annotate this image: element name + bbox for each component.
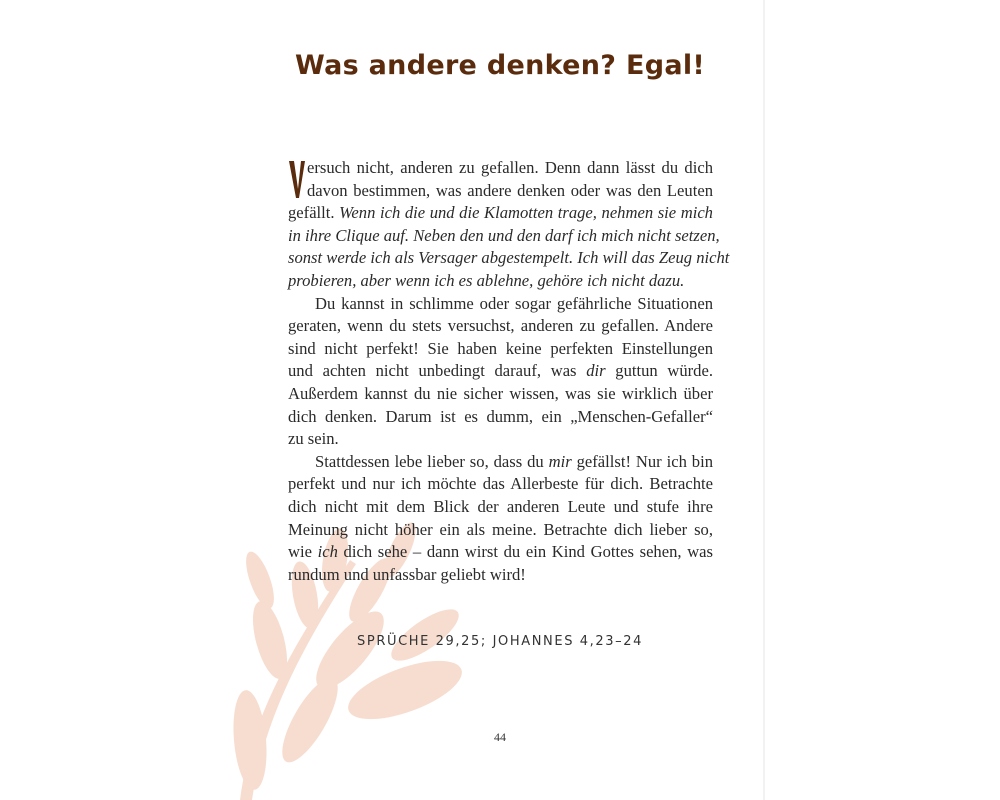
- text-line: [288, 225, 720, 248]
- text: dich denken. Darum ist es dumm, ein „Menschen-Gefaller“: [288, 406, 713, 426]
- italic-text: in ihre Clique auf. Neben den und den darf ich mich nicht setzen,: [288, 225, 720, 245]
- text: geraten, wenn du stets versuchst, anderen zu gefallen. Andere: [288, 316, 713, 336]
- text: perfekt und nur ich möchte das Allerbeste für dich. Betrachte: [288, 474, 713, 494]
- text-line: [288, 157, 713, 180]
- italic-text: mir: [548, 451, 572, 471]
- text: gefällst! Nur ich bin: [571, 451, 713, 471]
- text-line: [288, 496, 713, 519]
- text-line: [288, 383, 713, 406]
- text-line: [288, 338, 713, 361]
- body-text: [288, 157, 730, 586]
- text-line: [288, 541, 713, 564]
- text: guttun würde.: [605, 361, 713, 381]
- text-line: [288, 247, 730, 270]
- text-line: [288, 315, 713, 338]
- text: Du kannst in schlimme oder sogar gefährliche Situationen: [315, 293, 713, 313]
- text: wie: [288, 542, 318, 562]
- italic-text: Wenn ich die und die Klamotten trage, nehmen sie mich: [339, 203, 713, 223]
- text: dich sehe – dann wirst du ein Kind Gottes sehen, was: [337, 542, 714, 562]
- text: Außerdem kannst du nie sicher wissen, was sie wirklich über: [288, 383, 713, 403]
- italic-text: probieren, aber wenn ich es ablehne, gehöre ich nicht dazu.: [288, 270, 685, 290]
- text: sind nicht perfekt! Sie haben keine perfekten Einstellungen: [288, 338, 713, 358]
- page-number: 44: [494, 730, 506, 744]
- drop-cap: [288, 159, 306, 199]
- text: davon bestimmen, was andere denken oder was den Leuten: [307, 180, 713, 200]
- text: rundum und unfassbar geliebt wird!: [288, 564, 526, 584]
- text-line: [288, 270, 713, 293]
- text-line: [288, 451, 713, 474]
- text: Stattdessen lebe lieber so, dass du: [315, 451, 549, 471]
- text: ersuch nicht, anderen zu gefallen. Denn dann lässt du dich: [307, 158, 713, 177]
- text-line: [288, 360, 713, 383]
- text: Meinung nicht höher ein als meine. Betrachte dich lieber so,: [288, 519, 713, 539]
- paragraph: [288, 451, 713, 587]
- page-edge: [763, 0, 765, 800]
- text-line: [288, 406, 713, 429]
- text-line: [288, 293, 713, 316]
- text-line: [288, 202, 713, 225]
- text: zu sein.: [288, 429, 339, 449]
- italic-text: ich: [317, 542, 338, 562]
- paragraph: [288, 293, 713, 451]
- italic-text: dir: [586, 361, 606, 381]
- text-line: [288, 519, 713, 542]
- text-line: [288, 564, 713, 587]
- text: gefällt.: [288, 203, 340, 223]
- page-title: Was andere denken? Egal!: [294, 50, 706, 81]
- italic-text: sonst werde ich als Versager abgestempelt. Ich will das Zeug nicht: [288, 248, 730, 268]
- text: und achten nicht unbedingt darauf, was: [288, 361, 587, 381]
- scripture-reference: SPRÜCHE 29,25; JOHANNES 4,23–24: [357, 634, 643, 649]
- text-line: [288, 473, 713, 496]
- text: dich nicht mit dem Blick der anderen Leute und stufe ihre: [288, 496, 713, 516]
- paragraph: [288, 157, 730, 293]
- text-line: [288, 428, 713, 451]
- text-line: [288, 180, 713, 203]
